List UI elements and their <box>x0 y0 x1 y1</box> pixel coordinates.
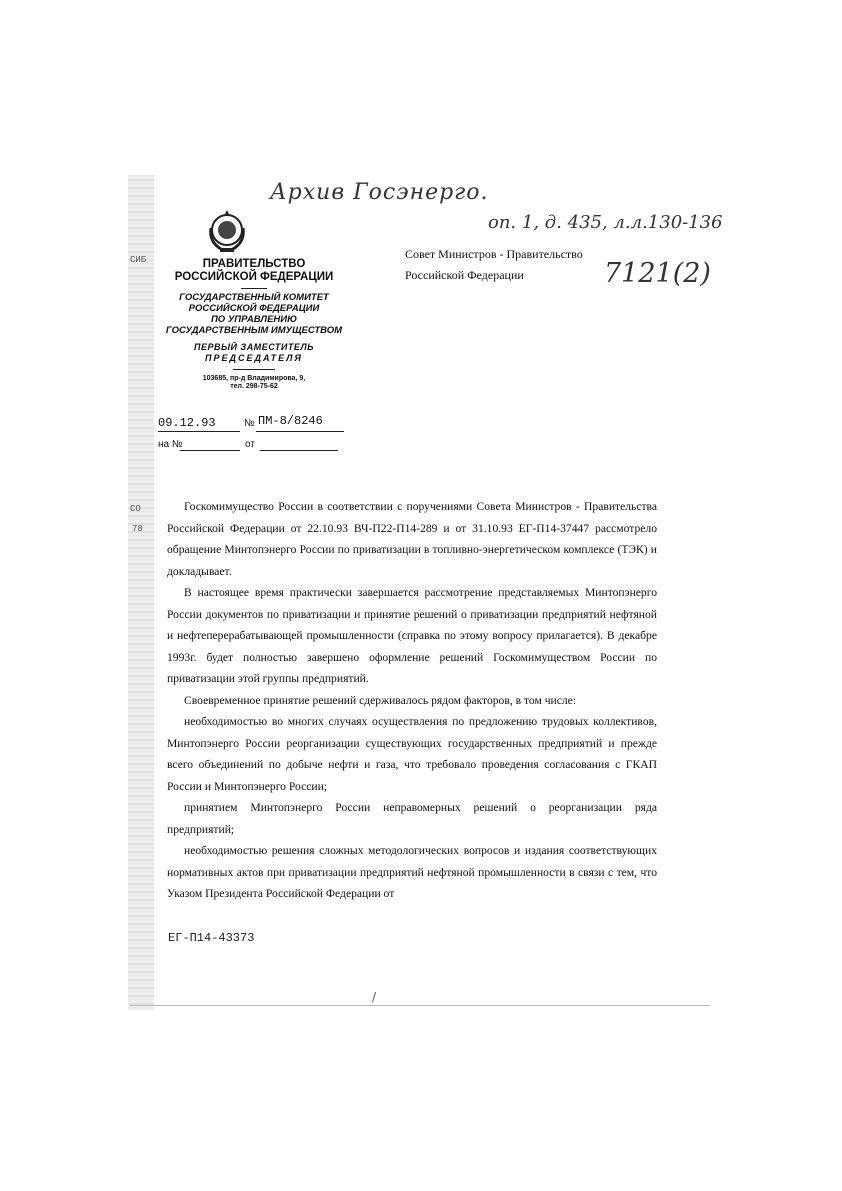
scan-edge-artifact <box>128 175 154 1010</box>
position-line2: ПРЕДСЕДАТЕЛЯ <box>205 353 303 363</box>
reply-number-underline <box>180 450 240 451</box>
address-line2: тел. 298-75-62 <box>230 383 278 390</box>
divider <box>233 369 275 370</box>
state-emblem-icon <box>205 208 249 254</box>
margin-note-top: СИБ <box>130 255 147 265</box>
handwritten-archive-note: Архив Госэнерго. <box>270 180 489 205</box>
document-code: ЕГ-П14-43373 <box>168 931 255 945</box>
handwritten-reference: оп. 1, д. 435, л.л.130-136 <box>488 212 723 233</box>
committee-line1: ГОСУДАРСТВЕННЫЙ КОМИТЕТ <box>179 292 329 303</box>
handwritten-doc-number: 7121(2) <box>604 258 711 289</box>
org-line1: ПРАВИТЕЛЬСТВО <box>202 258 306 270</box>
committee-line4: ГОСУДАРСТВЕННЫМ ИМУЩЕСТВОМ <box>165 325 343 336</box>
number-label: № <box>244 418 255 429</box>
paragraph-2: В настоящее время практически завершается рассмотрение представляемых Минтопэнерго России документов по приватизации и принятие решений о приватизации предприятий нефтяной и нефтеперерабатывающей промышленности (справка по этому вопросу прилагается). В декабре 1993г. будет полностью завершено оформление решений Госкомимуществом России по приватизации этой группы предприятий. <box>167 586 657 685</box>
margin-note-mid2: 78 <box>132 524 143 534</box>
paragraph-4: необходимостью во многих случаях осуществления по предложению трудовых коллективов, Минтопэнерго России реорганизации существующих государственных предприятий и прежде всего объединений по добыче нефти и газа, что требовало проведения согласования с ГКАП России и Минтопэнерго России; <box>167 715 657 793</box>
number-underline <box>256 431 344 432</box>
letterhead <box>154 258 354 391</box>
page-bottom-edge <box>130 1005 710 1006</box>
committee-line3: ПО УПРАВЛЕНИЮ <box>210 314 298 325</box>
registration-date: 09.12.93 <box>158 416 216 430</box>
reply-date-underline <box>260 450 338 451</box>
addressee-line2: Российской Федерации <box>405 268 524 282</box>
addressee-line1: Совет Министров - Правительство <box>405 247 583 261</box>
paragraph-6: необходимостью решения сложных методологических вопросов и издания соответствующих нормативных актов при приватизации предприятий нефтяной промышленности в связи с тем, что Указом Президента Российской Федерации от <box>167 844 657 900</box>
addressee <box>405 244 583 286</box>
page-mark: / <box>372 990 377 1004</box>
from-label: от <box>245 439 255 450</box>
divider <box>241 288 267 289</box>
paragraph-1: Госкомимущество России в соответствии с поручениями Совета Министров - Правительства Российской Федерации от 22.10.93 ВЧ-П22-П14-289 и от 31.10.93 ЕГ-П14-37447 рассмотрело обращение Минтопэнерго России по приватизации в топливно-энергетическом комплексе (ТЭК) и докладывает. <box>167 500 657 578</box>
reply-to-number-label: на № <box>158 439 183 450</box>
address-line1: 103685, пр-д Владимирова, 9, <box>202 375 306 382</box>
letter-body <box>167 496 657 905</box>
date-underline <box>158 431 240 432</box>
position-line1: ПЕРВЫЙ ЗАМЕСТИТЕЛЬ <box>193 342 315 352</box>
org-line2: РОССИЙСКОЙ ФЕДЕРАЦИИ <box>174 271 334 283</box>
margin-note-mid: СО <box>130 504 141 514</box>
committee-line2: РОССИЙСКОЙ ФЕДЕРАЦИИ <box>188 303 320 314</box>
registration-number: ПМ-8/8246 <box>258 414 323 428</box>
paragraph-3: Своевременное принятие решений сдерживалось рядом факторов, в том числе: <box>184 693 577 707</box>
paragraph-5: принятием Минтопэнерго России неправомерных решений о реорганизации ряда предприятий; <box>167 801 657 836</box>
